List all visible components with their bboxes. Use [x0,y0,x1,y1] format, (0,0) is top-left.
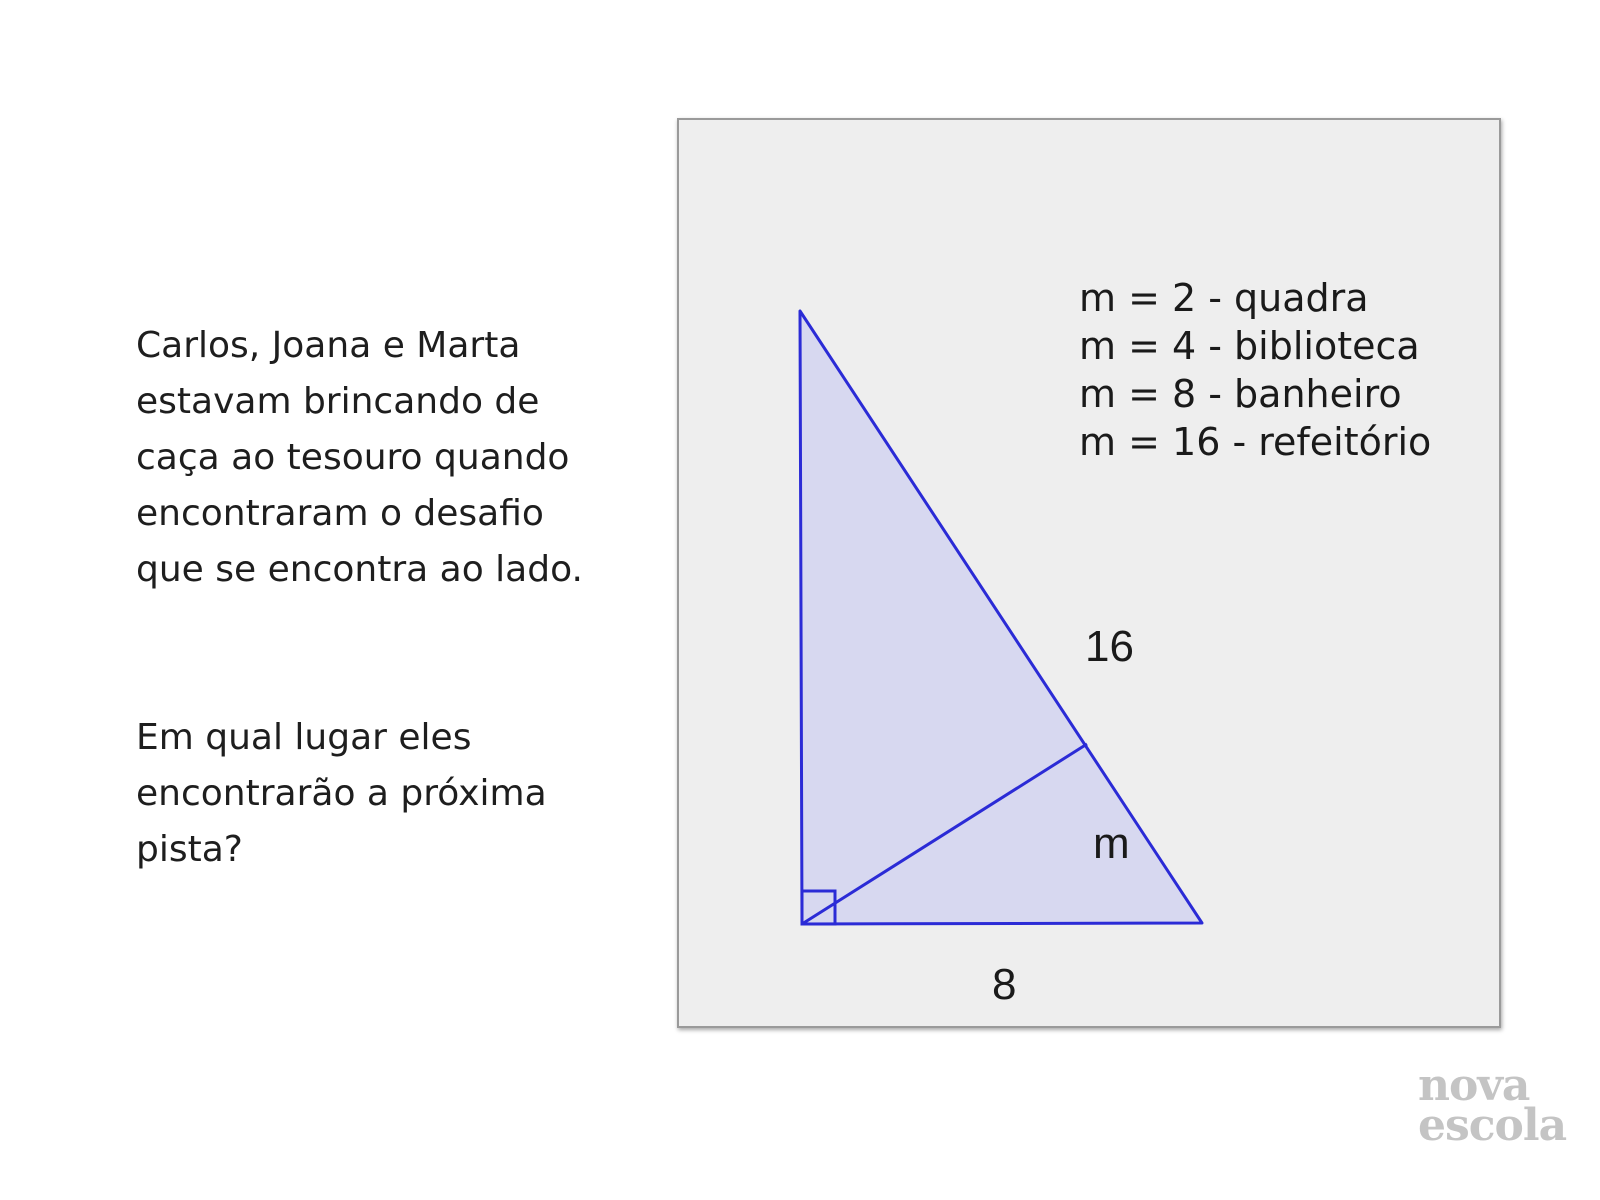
nova-escola-logo [1418,1060,1567,1151]
option-item: m = 8 - banheiro [1079,372,1402,416]
intro-line: encontraram o desafio [136,493,544,534]
intro-line: caça ao tesouro quando [136,437,570,478]
intro-line: Carlos, Joana e Marta [136,325,521,366]
hypotenuse-label: 16 [1085,622,1134,671]
problem-question [136,710,616,878]
option-item: m = 2 - quadra [1079,276,1369,320]
triangle-diagram [679,120,1499,1026]
projection-label: m [1093,819,1130,868]
question-line: pista? [136,829,243,870]
answer-options [1079,274,1431,466]
figure-panel [677,118,1501,1028]
leg-label: 8 [992,960,1017,1009]
intro-line: que se encontra ao lado. [136,549,583,590]
intro-line: estavam brincando de [136,381,540,422]
logo-line: escola [1418,1100,1567,1151]
problem-intro [136,318,616,598]
option-item: m = 4 - biblioteca [1079,324,1420,368]
option-item: m = 16 - refeitório [1079,420,1432,464]
question-line: encontrarão a próxima [136,773,547,814]
question-line: Em qual lugar eles [136,717,472,758]
logo-line: nova [1418,1060,1530,1111]
problem-text [136,318,616,878]
